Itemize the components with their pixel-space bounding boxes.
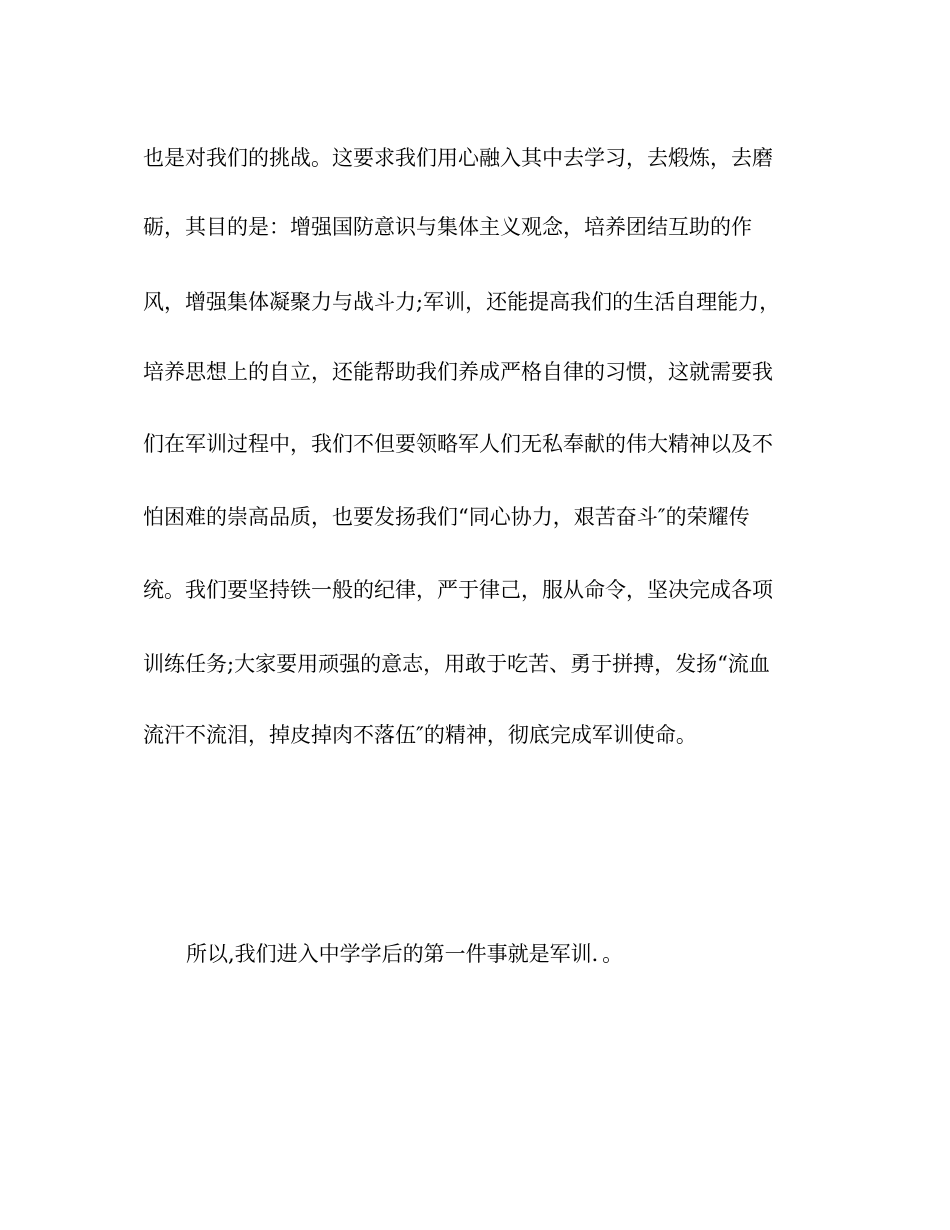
paragraph-line-7: 统。我们要坚持铁一般的纪律，严于律己，服从命令，坚决完成各项: [143, 578, 773, 602]
paragraph-line-2: 砺，其目的是：增强国防意识与集体主义观念，培养团结互助的作: [143, 215, 752, 239]
paragraph-line-4: 培养思想上的自立，还能帮助我们养成严格自律的习惯，这就需要我: [143, 360, 773, 384]
closing-sentence: 所以,我们进入中学学后的第一件事就是军训．。: [186, 942, 624, 966]
paragraph-line-1: 也是对我们的挑战。这要求我们用心融入其中去学习，去煅炼，去磨: [143, 146, 773, 170]
paragraph-line-9: 流汗不流泪，掉皮掉肉不落伍″的精神，彻底完成军训使命。: [143, 723, 697, 747]
paragraph-line-3: 风，增强集体凝聚力与战斗力;军训，还能提高我们的生活自理能力，: [143, 290, 781, 314]
paragraph-line-6: 怕困难的崇高品质，也要发扬我们“同心协力，艰苦奋斗″的荣耀传: [143, 505, 750, 529]
paragraph-line-5: 们在军训过程中，我们不但要领略军人们无私奉献的伟大精神以及不: [143, 432, 773, 456]
paragraph-line-8: 训练任务;大家要用顽强的意志，用敢于吃苦、勇于拼搏，发扬“流血: [143, 652, 770, 676]
